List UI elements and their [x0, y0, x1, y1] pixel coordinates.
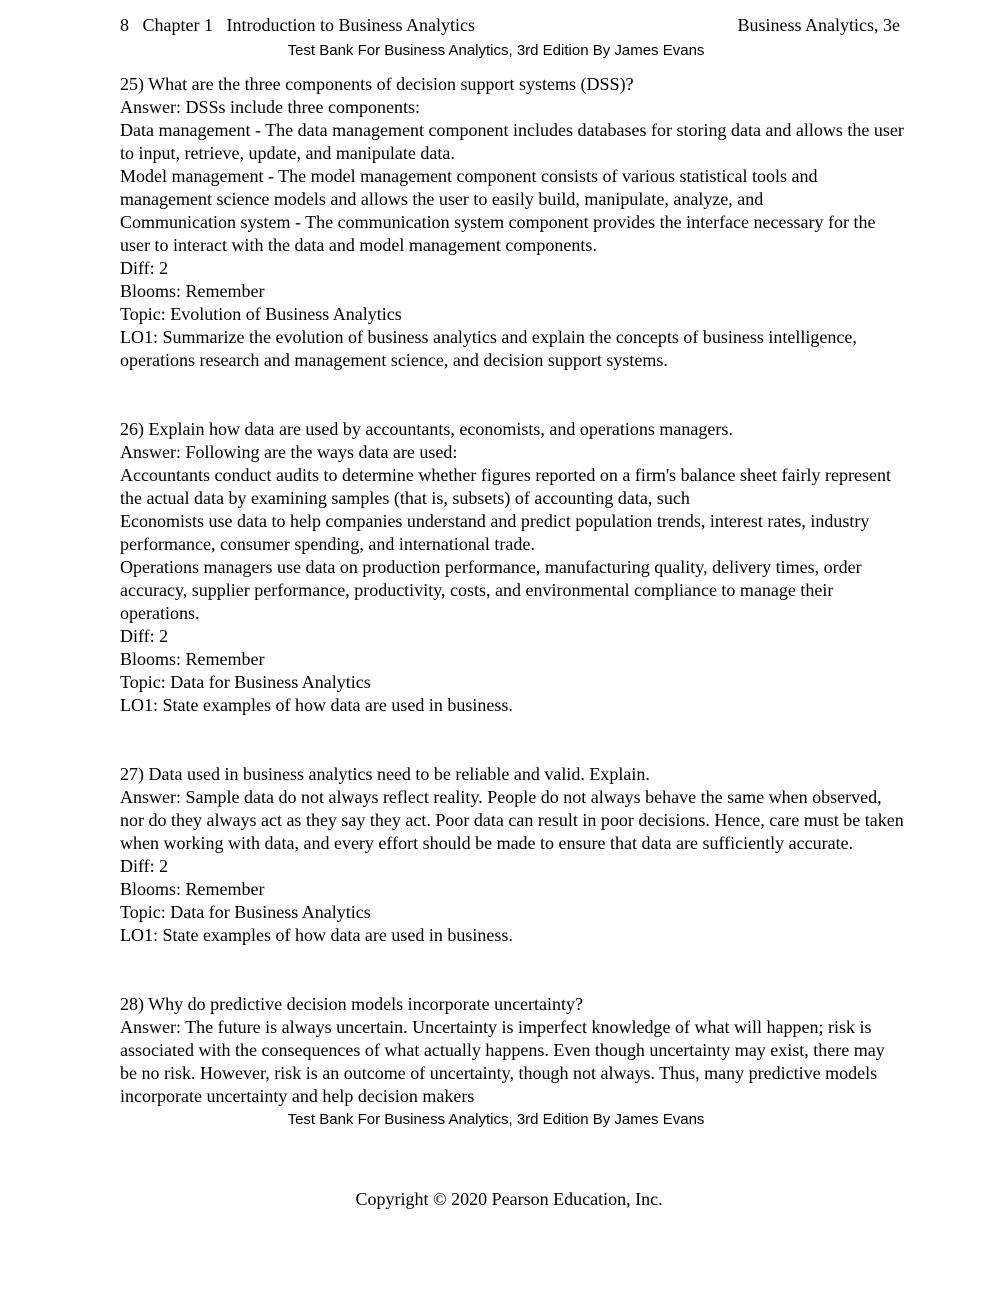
answer-intro: Answer: Following are the ways data are used: — [120, 442, 458, 462]
learning-objective: LO1: Summarize the evolution of business analytics and explain the concepts of business intelligence, operations research and management science, and decision support systems. — [120, 327, 857, 370]
footer-banner: Test Bank For Business Analytics, 3rd Edition By James Evans — [287, 1111, 705, 1128]
answer-item-data-management: Data management - The data management component includes databases for storing data and allows the user to input, retrieve, update, and manipulate data. — [120, 120, 904, 163]
question-prompt: 28) Why do predictive decision models incorporate uncertainty? — [120, 994, 584, 1014]
header-banner: Test Bank For Business Analytics, 3rd Edition By James Evans — [287, 42, 705, 59]
question-prompt: 26) Explain how data are used by accountants, economists, and operations managers. — [120, 419, 733, 439]
answer-text: Answer: Sample data do not always reflect reality. People do not always behave the same when observed, nor do they always act as they say they act. Poor data can result in poor decisions. Hence, care must be taken when working with data, and every effort should be made to ensure that data are sufficiently accurate. — [120, 787, 904, 853]
running-header — [120, 13, 900, 37]
running-header-book-title: Business Analytics, 3e — [737, 15, 900, 35]
question-prompt: 27) Data used in business analytics need to be reliable and valid. Explain. — [120, 764, 650, 784]
topic: Topic: Evolution of Business Analytics — [120, 304, 402, 324]
question-26 — [120, 418, 905, 717]
blooms-level: Blooms: Remember — [120, 649, 265, 669]
topic: Topic: Data for Business Analytics — [120, 902, 371, 922]
learning-objective: LO1: State examples of how data are used in business. — [120, 695, 513, 715]
question-28 — [120, 993, 905, 1108]
difficulty: Diff: 2 — [120, 258, 169, 278]
topic: Topic: Data for Business Analytics — [120, 672, 371, 692]
answer-item-communication-system: Communication system - The communication system component provides the interface necessary for the user to interact with the data and model management components. — [120, 212, 876, 255]
answer-item-operations-managers: Operations managers use data on production performance, manufacturing quality, delivery times, order accuracy, supplier performance, productivity, costs, and environmental compliance to manage their operations. — [120, 557, 862, 623]
copyright-notice: Copyright © 2020 Pearson Education, Inc. — [355, 1189, 663, 1209]
blooms-level: Blooms: Remember — [120, 879, 265, 899]
running-header-chapter: 8 Chapter 1 Introduction to Business Analytics — [120, 15, 475, 35]
question-prompt: 25) What are the three components of decision support systems (DSS)? — [120, 74, 634, 94]
difficulty: Diff: 2 — [120, 626, 169, 646]
question-27 — [120, 763, 905, 947]
answer-item-economists: Economists use data to help companies understand and predict population trends, interest rates, industry performance, consumer spending, and international trade. — [120, 511, 870, 554]
learning-objective: LO1: State examples of how data are used in business. — [120, 925, 513, 945]
difficulty: Diff: 2 — [120, 856, 169, 876]
blooms-level: Blooms: Remember — [120, 281, 265, 301]
question-25 — [120, 73, 905, 372]
question-list — [120, 73, 905, 1154]
answer-intro: Answer: DSSs include three components: — [120, 97, 420, 117]
answer-item-model-management: Model management - The model management component consists of various statistical tools and management science models and allows the user to easily build, manipulate, analyze, and — [120, 166, 818, 209]
answer-text: Answer: The future is always uncertain. Uncertainty is imperfect knowledge of what will happen; risk is associated with the consequences of what actually happens. Even though uncertainty may exist, there may be no risk. However, risk is an outcome of uncertainty, though not always. Thus, many predictive models incorporate uncertainty and help decision makers — [120, 1017, 885, 1106]
answer-item-accountants: Accountants conduct audits to determine whether figures reported on a firm's balance sheet fairly represent the actual data by examining samples (that is, subsets) of accounting data, such — [120, 465, 891, 508]
